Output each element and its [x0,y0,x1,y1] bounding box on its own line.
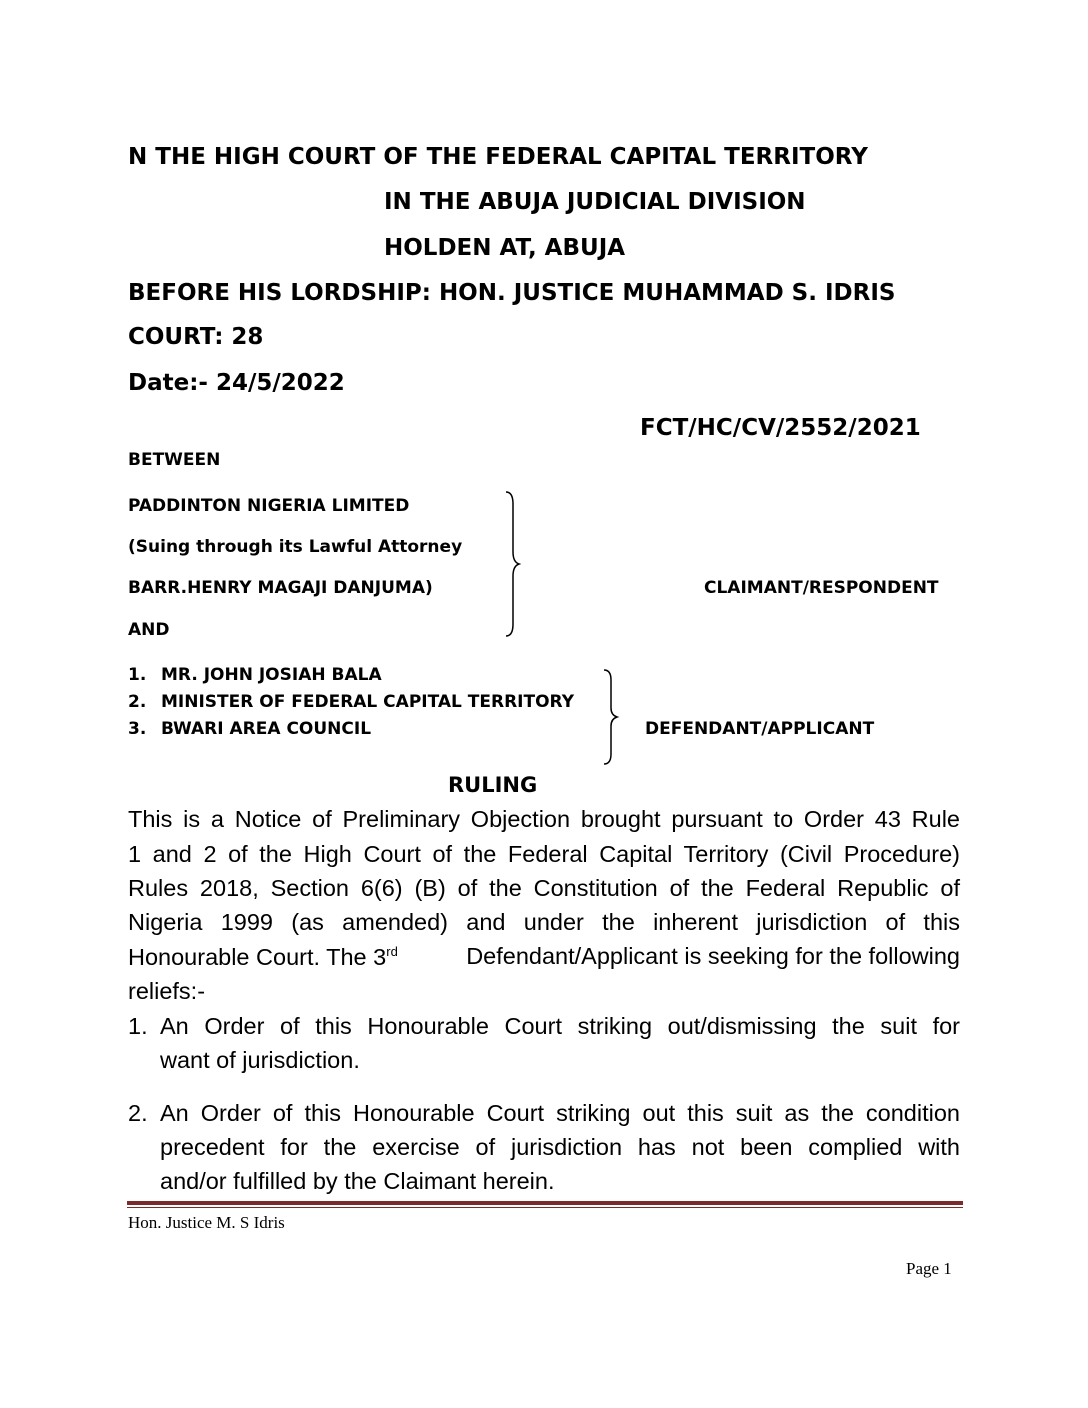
relief-1-number: 1. [128,1013,148,1039]
claimant-name: PADDINTON NIGERIA LIMITED [128,496,410,516]
page-number: Page 1 [906,1259,952,1278]
relief-2-line-3: and/or fulfilled by the Claimant herein. [160,1168,555,1194]
judicial-division: IN THE ABUJA JUDICIAL DIVISION [384,189,806,215]
claimant-attorney-name: BARR.HENRY MAGAJI DANJUMA) [128,578,433,598]
ruling-line-3: Rules 2018, Section 6(6) (B) of the Constitution of the Federal Republic of [128,875,960,901]
ruling-title: RULING [448,773,538,797]
defendant-3-number: 3. [128,719,147,739]
suit-number: FCT/HC/CV/2552/2021 [640,415,921,441]
ruling-line-5-start: Honourable Court. The 3rd [128,943,398,970]
ordinal-suffix: rd [386,944,398,959]
footer-divider-thick [127,1201,963,1205]
court-number: COURT: 28 [128,324,264,350]
ruling-date: Date:- 24/5/2022 [128,370,345,396]
ruling-line-5-end: Defendant/Applicant is seeking for the following [466,943,960,969]
relief-2-line-1: An Order of this Honourable Court striking out this suit as the condition [160,1100,960,1126]
defendant-brace-icon [598,668,622,766]
ruling-line-4: Nigeria 1999 (as amended) and under the inherent jurisdiction of this [128,909,960,935]
defendant-role: DEFENDANT/APPLICANT [645,719,875,739]
relief-1-line-2: want of jurisdiction. [160,1047,360,1073]
footer-author: Hon. Justice M. S Idris [128,1213,285,1232]
claimant-attorney-note: (Suing through its Lawful Attorney [128,537,463,557]
relief-2-line-2: precedent for the exercise of jurisdiction has not been complied with [160,1134,960,1160]
defendant-2-name: MINISTER OF FEDERAL CAPITAL TERRITORY [161,692,575,712]
claimant-role: CLAIMANT/RESPONDENT [704,578,939,598]
ruling-line-2: 1 and 2 of the High Court of the Federal Capital Territory (Civil Procedure) [128,841,960,867]
claimant-brace-icon [500,490,524,638]
relief-1-line-1: An Order of this Honourable Court striking out/dismissing the suit for [160,1013,960,1039]
defendant-1-number: 1. [128,665,147,685]
ruling-line-5 [128,945,960,969]
court-title: N THE HIGH COURT OF THE FEDERAL CAPITAL TERRITORY [128,144,868,170]
defendant-1-name: MR. JOHN JOSIAH BALA [161,665,382,685]
holden-at: HOLDEN AT, ABUJA [384,235,626,261]
defendant-2-number: 2. [128,692,147,712]
and-label: AND [128,620,170,640]
ruling-line-1: This is a Notice of Preliminary Objection brought pursuant to Order 43 Rule [128,806,960,832]
footer-divider-thin [127,1207,963,1208]
relief-2-number: 2. [128,1100,148,1126]
ruling-line-6: reliefs:- [128,978,206,1004]
defendant-3-name: BWARI AREA COUNCIL [161,719,372,739]
before-lordship: BEFORE HIS LORDSHIP: HON. JUSTICE MUHAMMAD S. IDRIS [128,280,896,306]
between-label: BETWEEN [128,450,221,470]
